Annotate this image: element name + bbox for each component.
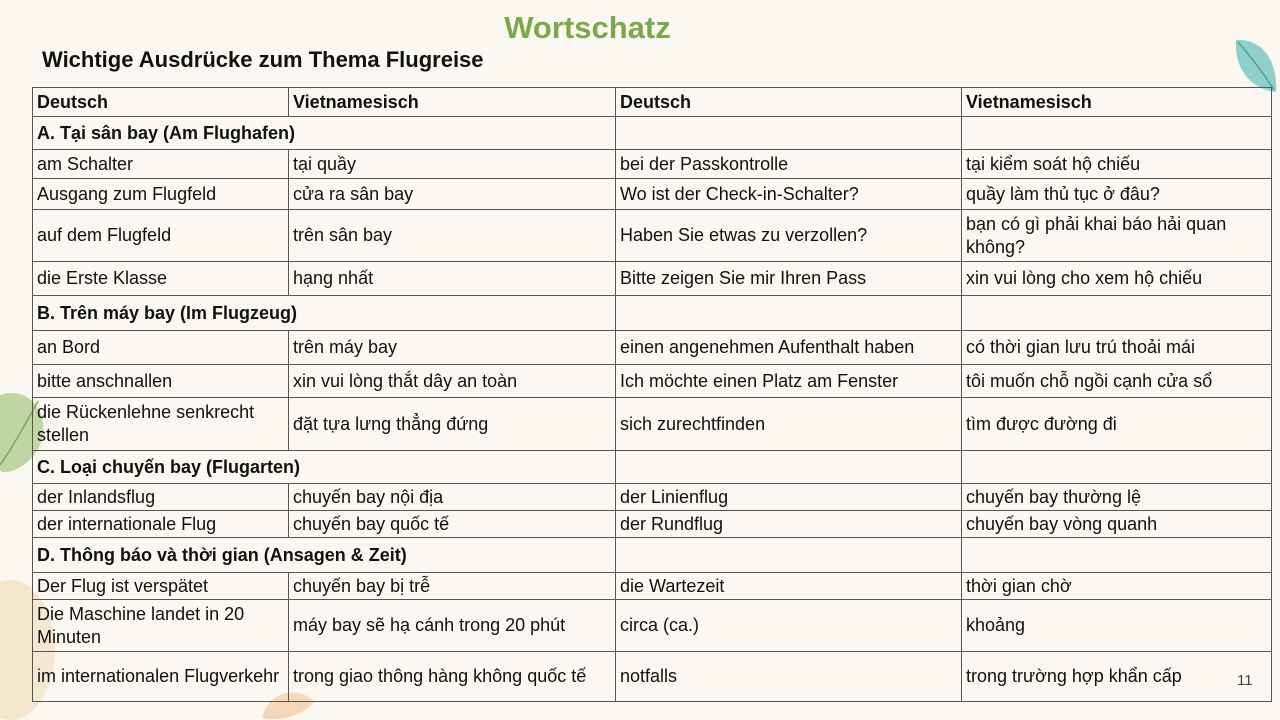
table-cell: Bitte zeigen Sie mir Ihren Pass xyxy=(616,262,962,296)
table-cell: thời gian chờ xyxy=(962,573,1272,600)
table-cell: tại kiểm soát hộ chiếu xyxy=(962,150,1272,179)
table-cell: im internationalen Flugverkehr xyxy=(33,652,289,702)
table-cell: der Linienflug xyxy=(616,484,962,511)
table-cell: máy bay sẽ hạ cánh trong 20 phút xyxy=(289,600,616,652)
table-cell: Ich möchte einen Platz am Fenster xyxy=(616,365,962,398)
section-title: C. Loại chuyến bay (Flugarten) xyxy=(33,451,616,484)
table-row xyxy=(33,398,1272,451)
table-cell: die Rückenlehne senkrecht stellen xyxy=(33,398,289,451)
table-cell: chuyến bay thường lệ xyxy=(962,484,1272,511)
table-cell: tôi muốn chỗ ngồi cạnh cửa sổ xyxy=(962,365,1272,398)
table-cell: xin vui lòng cho xem hộ chiếu xyxy=(962,262,1272,296)
table-cell: chuyến bay quốc tế xyxy=(289,511,616,538)
table-cell: chuyến bay nội địa xyxy=(289,484,616,511)
column-header: Deutsch xyxy=(616,88,962,117)
table-cell: der internationale Flug xyxy=(33,511,289,538)
table-cell: bạn có gì phải khai báo hải quan không? xyxy=(962,210,1272,262)
section-row xyxy=(33,296,1272,331)
table-row xyxy=(33,573,1272,600)
table-row xyxy=(33,600,1272,652)
table-cell: trên máy bay xyxy=(289,331,616,365)
section-row xyxy=(33,451,1272,484)
table-row xyxy=(33,652,1272,702)
table-cell: trong trường hợp khẩn cấp xyxy=(962,652,1272,702)
table-row xyxy=(33,210,1272,262)
table-cell: xin vui lòng thắt dây an toàn xyxy=(289,365,616,398)
column-header: Vietnamesisch xyxy=(289,88,616,117)
section-title: A. Tại sân bay (Am Flughafen) xyxy=(33,117,616,150)
table-cell: chuyến bay vòng quanh xyxy=(962,511,1272,538)
vocabulary-table xyxy=(32,87,1272,702)
table-cell: an Bord xyxy=(33,331,289,365)
table-row xyxy=(33,150,1272,179)
table-cell: circa (ca.) xyxy=(616,600,962,652)
table-row xyxy=(33,331,1272,365)
table-row xyxy=(33,365,1272,398)
table-cell: der Inlandsflug xyxy=(33,484,289,511)
table-cell: auf dem Flugfeld xyxy=(33,210,289,262)
table-cell: đặt tựa lưng thẳng đứng xyxy=(289,398,616,451)
table-row xyxy=(33,484,1272,511)
table-cell: tại quầy xyxy=(289,150,616,179)
section-row xyxy=(33,538,1272,573)
table-cell: quầy làm thủ tục ở đâu? xyxy=(962,179,1272,210)
table-cell: Ausgang zum Flugfeld xyxy=(33,179,289,210)
slide-subtitle: Wichtige Ausdrücke zum Thema Flugreise xyxy=(42,47,484,72)
table-cell: trong giao thông hàng không quốc tế xyxy=(289,652,616,702)
section-title: B. Trên máy bay (Im Flugzeug) xyxy=(33,296,616,331)
table-cell: tìm được đường đi xyxy=(962,398,1272,451)
table-cell: Wo ist der Check-in-Schalter? xyxy=(616,179,962,210)
table-cell: Haben Sie etwas zu verzollen? xyxy=(616,210,962,262)
table-cell: die Wartezeit xyxy=(616,573,962,600)
table-row xyxy=(33,262,1272,296)
table-cell: trên sân bay xyxy=(289,210,616,262)
table-cell: Der Flug ist verspätet xyxy=(33,573,289,600)
table-cell: am Schalter xyxy=(33,150,289,179)
slide-title: Wortschatz xyxy=(504,10,671,45)
table-row xyxy=(33,511,1272,538)
section-row xyxy=(33,117,1272,150)
table-cell: có thời gian lưu trú thoải mái xyxy=(962,331,1272,365)
table-cell: cửa ra sân bay xyxy=(289,179,616,210)
table-cell: die Erste Klasse xyxy=(33,262,289,296)
table-cell: einen angenehmen Aufenthalt haben xyxy=(616,331,962,365)
table-cell: notfalls xyxy=(616,652,962,702)
table-cell: sich zurechtfinden xyxy=(616,398,962,451)
column-header: Deutsch xyxy=(33,88,289,117)
page-number: 11 xyxy=(1237,672,1253,689)
table-cell: hạng nhất xyxy=(289,262,616,296)
table-cell: bitte anschnallen xyxy=(33,365,289,398)
table-cell: chuyến bay bị trễ xyxy=(289,573,616,600)
section-title: D. Thông báo và thời gian (Ansagen & Zeit) xyxy=(33,538,616,573)
column-header: Vietnamesisch xyxy=(962,88,1272,117)
table-cell: khoảng xyxy=(962,600,1272,652)
table-row xyxy=(33,179,1272,210)
table-cell: bei der Passkontrolle xyxy=(616,150,962,179)
table-header-row xyxy=(33,88,1272,117)
table-cell: Die Maschine landet in 20 Minuten xyxy=(33,600,289,652)
table-cell: der Rundflug xyxy=(616,511,962,538)
